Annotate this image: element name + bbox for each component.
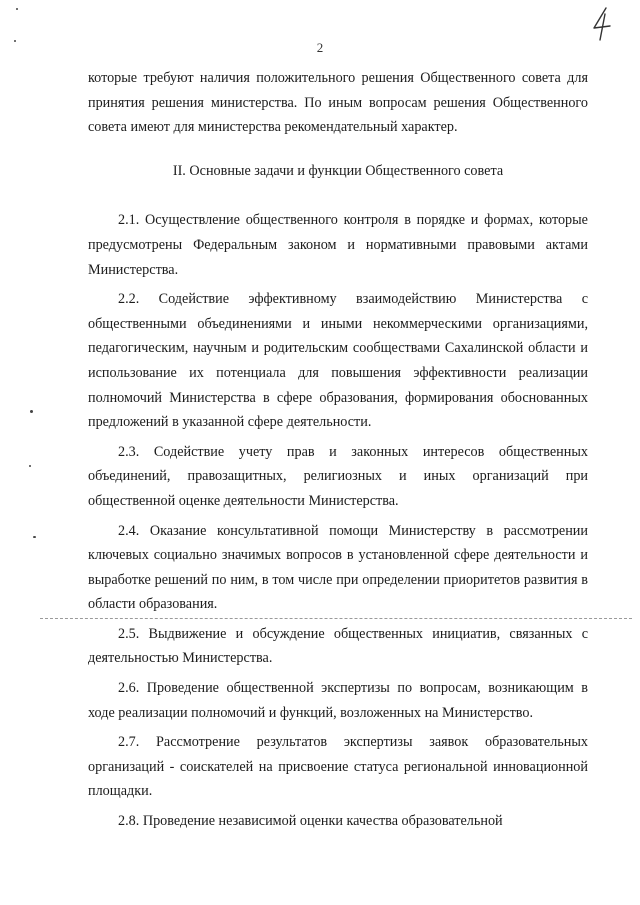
scan-speck <box>16 8 18 10</box>
scan-speck <box>30 410 33 413</box>
paragraph-2-2: 2.2. Содействие эффективному взаимодействию Министерства с общественными объединениями и иными некоммерческими организациями, педагогическим, научным и родительским сообществами Сахалинской области и использование их потенциала для повышения эффективности реализации полномочий Министерства в сфере образования, формирования обоснованных предложений в указанной сфере деятельности. <box>88 291 588 431</box>
paragraph-2-1: 2.1. Осуществление общественного контроля в порядке и формах, которые предусмотрены Федеральным законом и нормативными правовыми актами Министерства. <box>88 212 588 278</box>
paragraph-2-5: 2.5. Выдвижение и обсуждение общественных инициатив, связанных с деятельностью Министерства. <box>88 625 588 667</box>
intro-paragraph: которые требуют наличия положительного решения Общественного совета для принятия решения министерства. По иным вопросам решения Общественного совета имеют для министерства рекомендательный характер. <box>88 70 588 136</box>
paragraph-2-3: 2.3. Содействие учету прав и законных интересов общественных объединений, правозащитных, религиозных и иных организаций при общественной оценке деятельности Министерства. <box>88 443 588 509</box>
page-number: 2 <box>316 40 324 55</box>
document-body <box>88 66 588 834</box>
scan-speck <box>33 536 36 538</box>
paragraph-2-7: 2.7. Рассмотрение результатов экспертизы заявок образовательных организаций - соискателей на присвоение статуса региональной инновационной площадки. <box>88 734 588 800</box>
paragraph-2-4: 2.4. Оказание консультативной помощи Министерству в рассмотрении ключевых социально значимых вопросов в установленной сфере деятельности и выработке решений по ним, в том числе при определении приоритетов развития в области образования. <box>88 522 588 613</box>
scan-speck <box>29 465 31 467</box>
handwritten-page-mark <box>588 4 616 44</box>
section-heading: II. Основные задачи и функции Общественного совета <box>172 162 504 179</box>
paragraph-2-8: 2.8. Проведение независимой оценки качества образовательной <box>118 813 503 830</box>
paragraph-2-6: 2.6. Проведение общественной экспертизы по вопросам, возникающим в ходе реализации полномочий и функций, возложенных на Министерство. <box>88 680 588 721</box>
scan-speck <box>14 40 16 42</box>
